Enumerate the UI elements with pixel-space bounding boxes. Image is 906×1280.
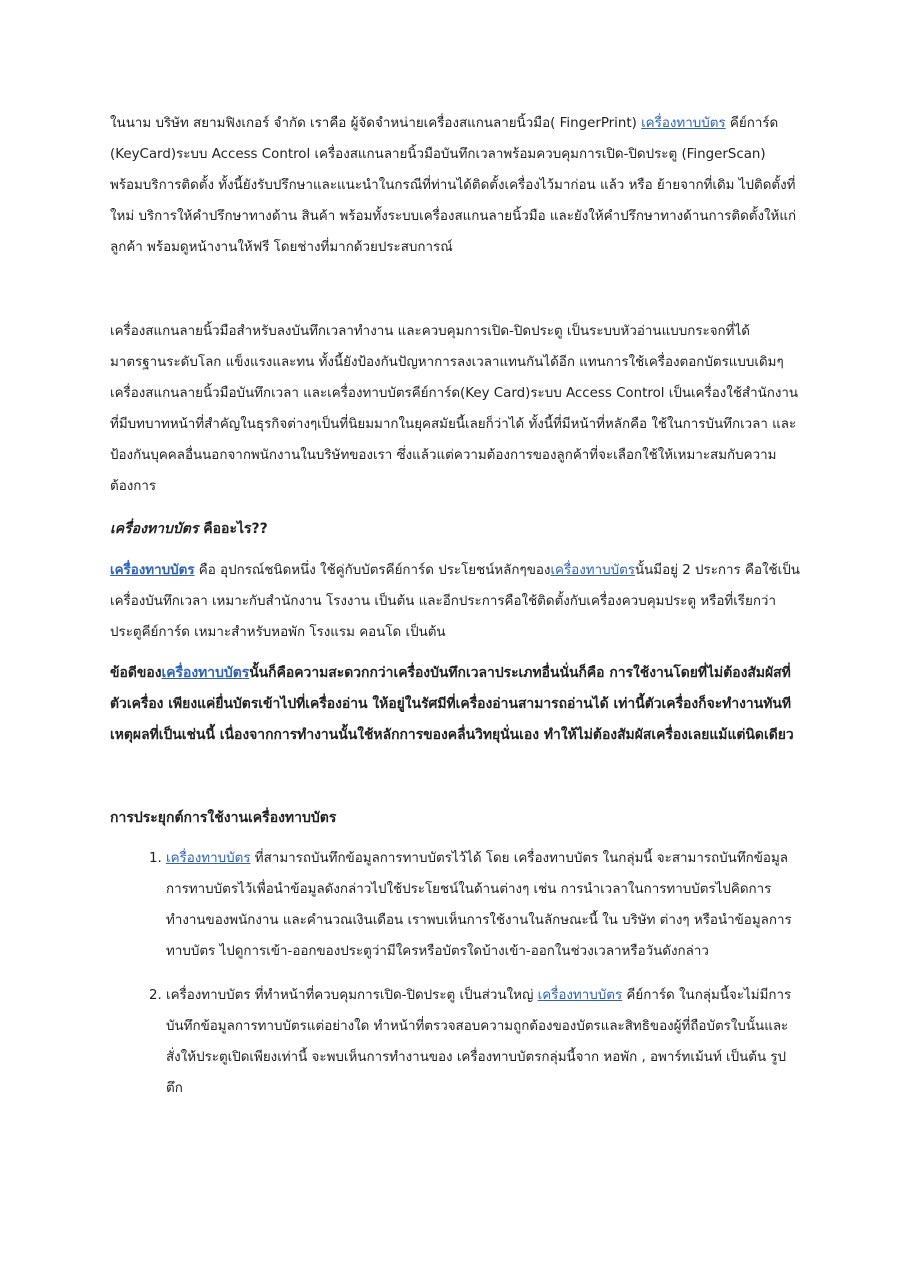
- advantage-text-b: นั้นก็คือความสะดวกกว่าเครื่องบันทึกเวลาประเภทอื่นนั่นก็คือ การใช้งานโดยที่ไม่ต้องสัมผัสที่ตัวเครื่อง เพียงแค่ยื่นบัตรเข้าไปที่เครื่องอ่าน ให้อยู่ในรัศมีที่เครื่องอ่านสามารถอ่านได้ เท่านี้ตัวเครื่องก็จะทำงานทันที เหตุผลที่เป็นเช่นนี้ เนื่องจากการทำงานนั้นใช้หลักการของคลื่นวิทยุนั่นเอง ทำให้ไม่ต้องสัมผัสเครื่องเลยแม้แต่นิดเดียว: [110, 665, 794, 743]
- definition-text-b: นั้นมีอยู่ 2 ประการ คือใช้เป็นเครื่องบันทึกเวลา เหมาะกับสำนักงาน โรงงาน เป็นต้น และอีกประการคือใช้ติดตั้งกับเครื่องควบคุมประตู หรือที่เรียกว่าประตูคีย์การ์ด เหมาะสำหรับหอพัก โรงแรม คอนโด เป็นต้น: [110, 563, 800, 640]
- scanner-paragraph: เครื่องสแกนลายนิ้วมือสำหรับลงบันทึกเวลาทำงาน และควบคุมการเปิด-ปิดประตู เป็นระบบหัวอ่านแบบกระจกที่ได้มาตรฐานระดับโลก แข็งแรงและทน ทั้งนี้ยังป้องกันปัญหาการลงเวลาแทนกันได้อีก แทนการใช้เครื่องตอกบัตรแบบเดิมๆ เครื่องสแกนลายนิ้วมือบันทึกเวลา และเครื่องทาบบัตรคีย์การ์ด(Key Card)ระบบ Access Control เป็นเครื่องใช้สำนักงานที่มีบทบาทหน้าที่สำคัญในธุรกิจต่างๆเป็นที่นิยมมากในยุคสมัยนี้เลยก็ว่าได้ ทั้งนี้ที่มีหน้าที่หลักคือ ใช้ในการบันทึกเวลา และป้องกันบุคคลอื่นนอกจากพนักงานในบริษัทของเรา ซึ่งแล้วแต่ความต้องการของลูกค้าที่จะเลือกใช้ให้เหมาะสมกับความต้องการ: [110, 324, 799, 494]
- definition-text-a: คือ อุปกรณ์ชนิดหนึ่ง ใช้คู่กับบัตรคีย์การ์ด ประโยชน์หลักๆของ: [194, 563, 551, 578]
- heading-italic-part: เครื่องทาบบัตร: [110, 521, 199, 537]
- card-reader-link-bold[interactable]: เครื่องทาบบัตร: [110, 563, 195, 578]
- applications-list: [110, 843, 800, 1104]
- intro-text-a: ในนาม บริษัท สยามฟิงเกอร์ จำกัด เราคือ ผู้จัดจำหน่ายเครื่องสแกนลายนิ้วมือ( FingerPrint): [110, 116, 642, 131]
- card-reader-link[interactable]: เครื่องทาบบัตร: [161, 665, 250, 681]
- intro-text-b: คีย์การ์ด (KeyCard)ระบบ Access Control เครื่องสแกนลายนิ้วมือบันทึกเวลาพร้อมควบคุมการเปิด-ปิดประตู (FingerScan) พร้อมบริการติดตั้ง ทั้งนี้ยังรับปรึกษาและแนะนำในกรณีที่ท่านได้ติดตั้งเครื่องไว้มาก่อน แล้ว หรือ ย้ายจากที่เดิม ไปติดตั้งที่ใหม่ บริการให้คำปรึกษาทางด้าน สินค้า พร้อมทั้งระบบเครื่องสแกนลายนิ้วมือ และยังให้คำปรึกษาทางด้านการติดตั้งให้แก่ลูกค้า พร้อมดูหน้างานให้ฟรี โดยช่างที่มากด้วยประสบการณ์: [110, 116, 797, 255]
- document-page: [110, 108, 800, 1104]
- definition-paragraph: [110, 555, 800, 648]
- advantage-paragraph: [110, 658, 800, 751]
- list-item-text-a: เครื่องทาบบัตร ที่ทำหน้าที่ควบคุมการเปิด-ปิดประตู เป็นส่วนใหญ่: [166, 988, 538, 1003]
- list-item-text: ที่สามารถบันทึกข้อมูลการทาบบัตรไว้ได้ โดย เครื่องทาบบัตร ในกลุ่มนี้ จะสามารถบันทึกข้อมูลการทาบบัตรไว้เพื่อนำข้อมูลดังกล่าวไปใช้ประโยชน์ในด้านต่างๆ เช่น การนำเวลาในการทาบบัตรไปคิดการทำงานของพนักงาน และคำนวณเงินเดือน เราพบเห็นการใช้งานในลักษณะนี้ ใน บริษัท ต่างๆ หรือนำข้อมูลการทาบบัตร ไปดูการเข้า-ออกของประตูว่ามีใครหรือบัตรใดบ้างเข้า-ออกในช่วงเวลาหรือวันดังกล่าว: [166, 851, 792, 959]
- advantage-text-a: ข้อดีของ: [110, 665, 162, 681]
- card-reader-link[interactable]: เครื่องทาบบัตร: [550, 563, 635, 578]
- section-heading-applications: การประยุกต์การใช้งานเครื่องทาบบัตร: [110, 810, 337, 826]
- card-reader-link[interactable]: เครื่องทาบบัตร: [537, 988, 623, 1003]
- intro-paragraph: [110, 108, 800, 263]
- list-item-text-b: คีย์การ์ด ในกลุ่มนี้จะไม่มีการบันทึกข้อมูลการทาบบัตรแต่อย่างใด ทำหน้าที่ตรวจสอบความถูกต้องของบัตรและสิทธิของผู้ที่ถือบัตรใบนั้นและสั่งให้ประตูเปิดเพียงเท่านี้ จะพบเห็นการทำงานของ เครื่องทาบบัตรกลุ่มนี้จาก หอพัก , อพาร์ทเม้นท์ เป็นต้น รูปตึก: [166, 988, 792, 1096]
- list-item: [166, 843, 800, 967]
- section-heading-what: [110, 514, 800, 545]
- card-reader-link[interactable]: เครื่องทาบบัตร: [166, 851, 251, 866]
- list-item: [166, 980, 800, 1104]
- card-reader-link[interactable]: เครื่องทาบบัตร: [641, 116, 726, 131]
- heading-rest: คืออะไร??: [198, 521, 268, 537]
